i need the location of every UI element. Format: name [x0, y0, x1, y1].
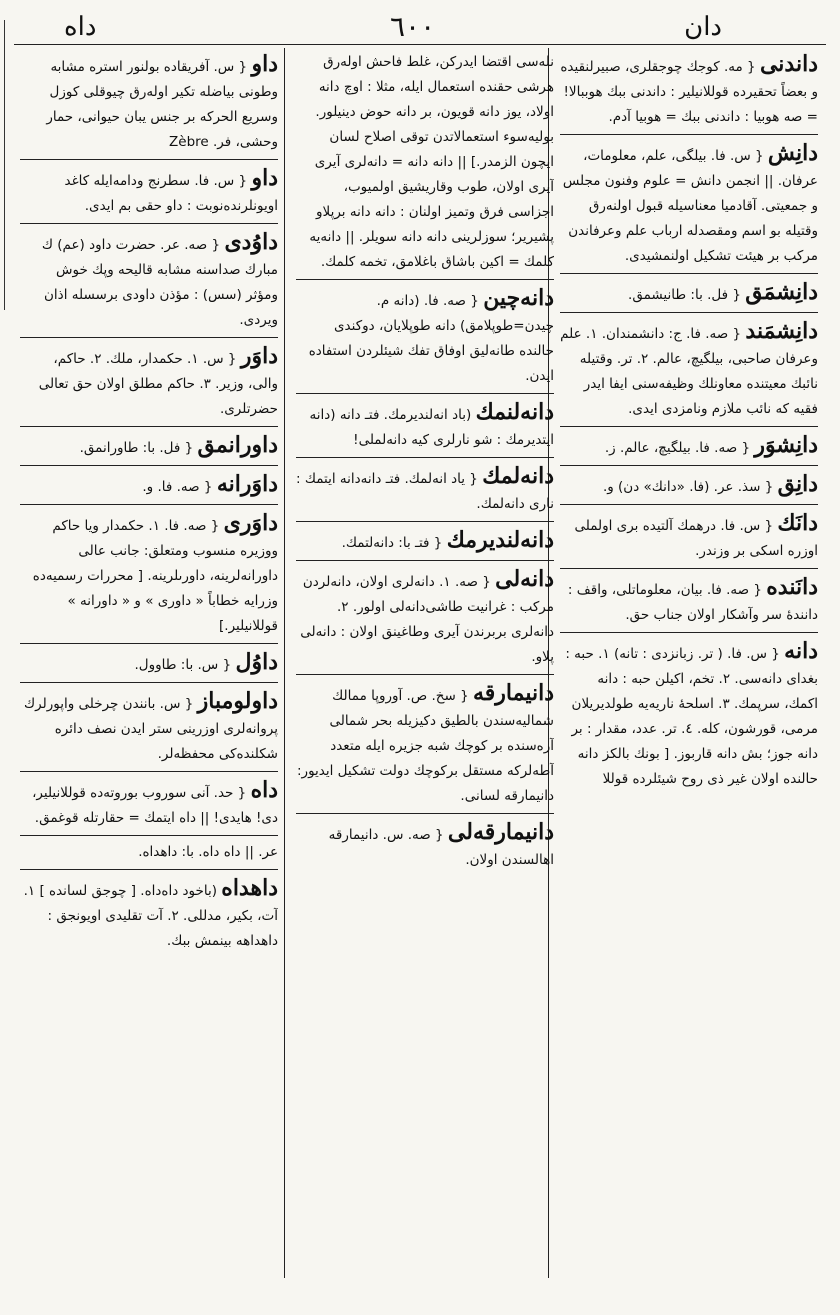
dictionary-entry: [560, 139, 818, 269]
entry-headword: داولومباز: [197, 688, 278, 714]
dictionary-entry: [20, 164, 278, 219]
dictionary-entry: [296, 50, 554, 275]
entry-separator: [560, 426, 818, 427]
entry-headword: داوَرى: [223, 510, 278, 536]
column-divider-left: [284, 48, 285, 1278]
entry-definition: { صه. فا. ١. حكمدار ويا حاكم ووزيره منسوب ومتعلق: جانب عالى داورانه‌لرينه، داورىلرينه. [ محررات رسميه‌ده وزرايه خطاباً « داورى » و « داورانه » قوللانيلير.]: [32, 518, 278, 634]
entry-separator: [560, 312, 818, 313]
entry-headword: دانه: [784, 638, 818, 664]
dictionary-entry: [20, 687, 278, 767]
dictionary-entry: [20, 342, 278, 422]
entry-headword: دانه‌لمك: [482, 463, 554, 489]
entry-definition: { حد. آنى سوروب بوروته‌ده قوللانيلير، دى! هايدى! || داه ايتمك = حقارتله قوغمق.: [32, 785, 278, 826]
entry-definition: { س. آفريقاده بولنور استره مشابه وطونى بياضله تكير اوله‌رق چيوقلى كوزل وسريع الحركه بر جنس يبان حيوانى، حمار وحشى، فر. Zèbre: [46, 59, 278, 150]
entry-headword: دانه‌لنديرمك: [446, 527, 554, 553]
entry-definition: { صه. فا. ج: دانشمندان. ١. علم وعرفان صاحبى، بيلگيچ، عالم. ٢. تر. وقتيله نائبك معيتنده معاونلك وظيفه‌سنى ايفا ايدر فقيه كه نائب ملازم ونامزدى ايدى.: [560, 326, 818, 417]
entry-headword: دانِش: [767, 140, 818, 166]
dictionary-entry: [20, 776, 278, 831]
entry-headword: داوُل: [235, 649, 278, 675]
dictionary-entry: [296, 818, 554, 873]
entry-definition: { س. با: طاوول.: [134, 657, 232, 673]
entry-headword: داهداه: [221, 875, 278, 901]
entry-definition: { فتـ با: دانه‌لتمك.: [341, 535, 443, 551]
entry-headword: داندنى: [759, 51, 818, 77]
entry-separator: [560, 273, 818, 274]
entry-definition: { س. فا. بيلگى، علم، معلومات، عرفان. || انجمن دانش = علوم وفنون مجلس و جمعيتى. آقادميا معناسيله قبول اولنه‌رق وقتيله بو اسم ومقصدله ارباب علم وعرفاندن مركب بر هيئت تشكيل اولنمشيدى.: [562, 148, 818, 264]
entry-headword: داورانمق: [197, 432, 278, 458]
entry-separator: [296, 393, 554, 394]
entry-separator: [560, 465, 818, 466]
entry-separator: [296, 457, 554, 458]
entry-headword: دانه‌لى: [495, 566, 554, 592]
entry-separator: [296, 279, 554, 280]
dictionary-entry: [296, 284, 554, 389]
dictionary-entry: [296, 462, 554, 517]
entry-definition: { سذ. عر. (فا. «دانك» دن) و.: [602, 479, 774, 495]
header-rule: [14, 44, 826, 45]
entry-headword: دانِشمَق: [745, 279, 818, 305]
entry-definition: (باد انه‌لنديرمك. فتـ دانه (دانه ايتديرمك : شو نارلرى كيه دانه‌لملى!: [309, 407, 554, 448]
entry-headword: داوُدى: [224, 229, 278, 255]
entry-separator: [296, 813, 554, 814]
dictionary-entry: [296, 679, 554, 809]
entry-definition: { س. ١. حكمدار، ملك. ٢. حاكم، والى، وزير. ٣. حاكم مطلق اولان حق تعالى حضرتلرى.: [38, 351, 278, 417]
dictionary-entry: [560, 278, 818, 308]
dictionary-entry: [560, 509, 818, 564]
page-number: ٦٠٠: [390, 10, 436, 43]
entry-separator: [296, 560, 554, 561]
entry-separator: [20, 835, 278, 836]
column-middle: [296, 50, 554, 1278]
margin-line: [4, 20, 5, 310]
entry-definition: { س. بانندن چرخلى واپورلرك پروانه‌لرى اوزرينى ستر ايدن نصف دائره شكلنده‌كى محفظه‌لر.: [24, 696, 278, 762]
entry-separator: [20, 465, 278, 466]
dictionary-entry: [20, 470, 278, 500]
dictionary-entry: [560, 50, 818, 130]
entry-separator: [20, 159, 278, 160]
entry-separator: [560, 632, 818, 633]
entry-definition: { سخ. ص. آوروپا ممالك شماليه‌سندن بالطيق دكيزيله بحر شمالى آره‌سنده بر كوچك شبه جزيره ايله متعدد آطه‌لركه مستقل بركوچك دولت تشكيل ايديور: دانيمارقه لسانى.: [297, 688, 554, 804]
dictionary-entry: [296, 565, 554, 670]
entry-separator: [20, 771, 278, 772]
dictionary-entry: [296, 526, 554, 556]
header-right-guideword: دان: [684, 12, 722, 42]
dictionary-entry: [560, 637, 818, 792]
entry-definition: { س. فا. درهمك آلتيده برى اولملى اوزره اسكى بر وزندر.: [574, 518, 818, 559]
entry-separator: [560, 134, 818, 135]
entry-separator: [20, 223, 278, 224]
dictionary-entry: [20, 228, 278, 333]
entry-definition: { صه. س. دانيمارقه اهالسندن اولان.: [328, 827, 554, 868]
entry-definition: (باخود داه‌داه. [ چوجق لسانده ] ١. آت، بكير، مدللى. ٢. آت تقليدى اويونجق : داهداهه بينمش ببك.: [23, 883, 278, 949]
entry-headword: داو: [251, 165, 278, 191]
entry-separator: [20, 869, 278, 870]
entry-headword: دانيمارقه‌لى: [447, 819, 554, 845]
entry-definition: { س. فا. سطرنج ودامه‌ايله كاغد اويونلرنده‌نوبت : داو حقى بم ايدى.: [64, 173, 278, 214]
entry-headword: دانيمارقه: [472, 680, 554, 706]
header-left-guideword: داه: [64, 12, 97, 42]
entry-separator: [296, 521, 554, 522]
dictionary-entry: [20, 874, 278, 954]
entry-headword: دانِشوَر: [754, 432, 818, 458]
entry-definition: { فل. با: طاورانمق.: [79, 440, 194, 456]
entry-definition: { صه. فا. (دانه م. چيدن=طوپلامق) دانه طوپلايان، دوكندى حالنده طانه‌ليق اوفاق تفك شيئلردن استفاده ايدن.: [308, 293, 554, 384]
dictionary-entry: [20, 648, 278, 678]
entry-headword: دانِشمَند: [745, 318, 818, 344]
entry-separator: [560, 504, 818, 505]
dictionary-entry: [296, 398, 554, 453]
dictionary-entry: [560, 470, 818, 500]
entry-separator: [560, 568, 818, 569]
entry-separator: [20, 426, 278, 427]
entry-headword: داه: [250, 777, 278, 803]
entry-definition: نله‌سى اقتضا ايدركن، غلط فاحش اوله‌رق هرشى حقنده استعمال ايله، مثلا : اوچ دانه اولاد، يوز دانه قويون، بر دانه حوض دينيلور. بوليه‌سوء استعمالاتدن توقى اصلاح لسان ايچون الزمدر.] || دانه دانه = دانه‌لرى آيرى آيرى اولان، طوب وقاريشيق اولميوب، اجزاسى فرق وتميز اولنان : دانه دانه برپلاو پشيرير؛ سوزلرينى دانه دانه سويلر. || دانه‌يه كلمك = اكين باشاق باغلامق، تخمه كلمك.: [309, 54, 554, 270]
entry-separator: [20, 682, 278, 683]
entry-separator: [20, 504, 278, 505]
entry-headword: دانِق: [777, 471, 818, 497]
entry-definition: { صه. ١. دانه‌لرى اولان، دانه‌لردن مركب : غرانيت طاشى‌دانه‌لى اولور. ٢. دانه‌لرى بربرندن آيرى وطاغينق اولان : دانه‌لى پلاو.: [300, 574, 554, 665]
dictionary-entry: [560, 573, 818, 628]
dictionary-entry: [20, 509, 278, 639]
dictionary-entry: [560, 317, 818, 422]
entry-headword: دانَنده: [766, 574, 818, 600]
dictionary-entry: [560, 431, 818, 461]
entry-definition: { مه. كوجك چوجقلرى، صبيرلنقيده و بعضاً تحقيرده قوللانيلير : داندنى ببك هوببالا! = صه هوبيا : داندنى ببك = هوبيا آدم.: [560, 59, 818, 125]
entry-separator: [296, 674, 554, 675]
entry-definition: عر. || داه داه. با: داهداه.: [138, 844, 278, 860]
entry-headword: داوَرانه: [216, 471, 278, 497]
entry-headword: داو: [251, 51, 278, 77]
entry-definition: { س. فا. ( تر. زبانزدى : تانه) ١. حبه : بغداى دانه‌سى. ٢. تخم، اكيلن حبه : دانه اكمك، سرپمك. ٣. اسلحهٔ ناريه‌يه طولديريلان مرمى، قورشون، كله. ٤. تر. عدد، مقدار : بر دانه جوز؛ بش دانه قاربوز. [ بونك بالكز دانه حالنده اولان غير ذى روح شيئلرده قوللا: [565, 646, 818, 787]
entry-definition: { صه. فا. و.: [142, 479, 213, 495]
entry-separator: [20, 337, 278, 338]
entry-definition: { ياد انه‌لمك. فتـ دانه‌دانه ايتمك : نارى دانه‌لمك.: [296, 471, 554, 512]
entry-definition: { صه. فا. بيان، معلوماتلى، واقف : دانندهٔ سر وآشكار اولان جناب حق.: [567, 582, 818, 623]
entry-definition: { صه. عر. حضرت داود (عم) ك مبارك صداسنه مشابه قاليحه وپك خوش ومؤثر (سس) : مؤذن داودى برسسله اذان ويردى.: [41, 237, 278, 328]
entry-separator: [20, 643, 278, 644]
column-right: [560, 50, 818, 1278]
entry-headword: دانَك: [777, 510, 818, 536]
entry-definition: { صه. فا. بيلگيچ، عالم. ز.: [604, 440, 751, 456]
entry-headword: داوَر: [240, 343, 278, 369]
column-left: [20, 50, 278, 1278]
dictionary-entry: [20, 840, 278, 865]
page-header: [0, 6, 840, 48]
entry-headword: دانه‌چين: [483, 285, 554, 311]
entry-definition: { فل. با: طانيشمق.: [628, 287, 741, 303]
entry-headword: دانه‌لنمك: [475, 399, 554, 425]
dictionary-entry: [20, 431, 278, 461]
dictionary-entry: [20, 50, 278, 155]
